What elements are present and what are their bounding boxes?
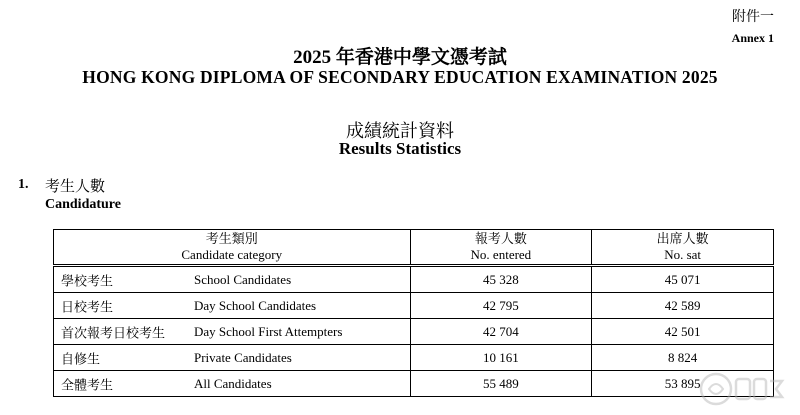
entered-value: 42 704 [410,319,592,345]
sat-value: 8 824 [592,345,774,371]
header-cell-zh: 出席人數 [656,231,709,246]
title-en: HONG KONG DIPLOMA OF SECONDARY EDUCATION EXAMINATION 2025 [82,67,718,87]
section-number: 1. [18,177,29,192]
entered-value: 45 328 [410,266,592,293]
category-zh: 首次報考日校考生 [61,325,166,340]
candidature-table [53,229,774,397]
category-cell [54,293,411,319]
entered-value: 10 161 [410,345,592,371]
entered-value: 55 489 [410,371,592,397]
category-en: All Candidates [194,375,272,391]
category-cell [54,319,411,345]
category-zh: 日校考生 [61,299,114,314]
table-row [54,345,774,371]
subtitle-en: Results Statistics [338,139,462,158]
category-cell [54,371,411,397]
header-candidate-category [54,230,411,266]
sat-value: 42 501 [592,319,774,345]
table-header-row [54,230,774,266]
category-zh: 自修生 [61,351,101,366]
header-no-entered [410,230,592,266]
entered-value: 42 795 [410,293,592,319]
header-no-sat [592,230,774,266]
header-cell-zh: 報考人數 [474,231,527,246]
table-row [54,371,774,397]
category-zh: 學校考生 [61,273,114,288]
header-cell-en: No. entered [470,247,532,262]
category-cell [54,266,411,293]
header-cell-en: No. sat [664,247,702,262]
section-heading-zh: 考生人數 [45,179,106,195]
sat-value: 45 071 [592,266,774,293]
table-row [54,266,774,293]
annex-zh: 附件一 [732,10,774,25]
category-en: Private Candidates [194,349,292,365]
title-zh: 2025 年香港中學文憑考試 [293,47,507,68]
section-heading-en: Candidature [45,197,121,212]
category-cell [54,345,411,371]
watermark-logo-icon [698,369,786,409]
table-row [54,293,774,319]
subtitle-zh: 成績統計資料 [346,121,454,141]
category-en: School Candidates [194,271,292,287]
sat-value: 42 589 [592,293,774,319]
category-zh: 全體考生 [61,377,114,392]
sat-value: 53 895 [592,371,774,397]
header-cell-zh: 考生類別 [205,231,258,246]
annex-en: Annex 1 [731,31,774,45]
header-cell-en: Candidate category [181,247,283,262]
category-en: Day School Candidates [194,297,317,313]
table-row [54,319,774,345]
category-en: Day School First Attempters [194,323,343,339]
